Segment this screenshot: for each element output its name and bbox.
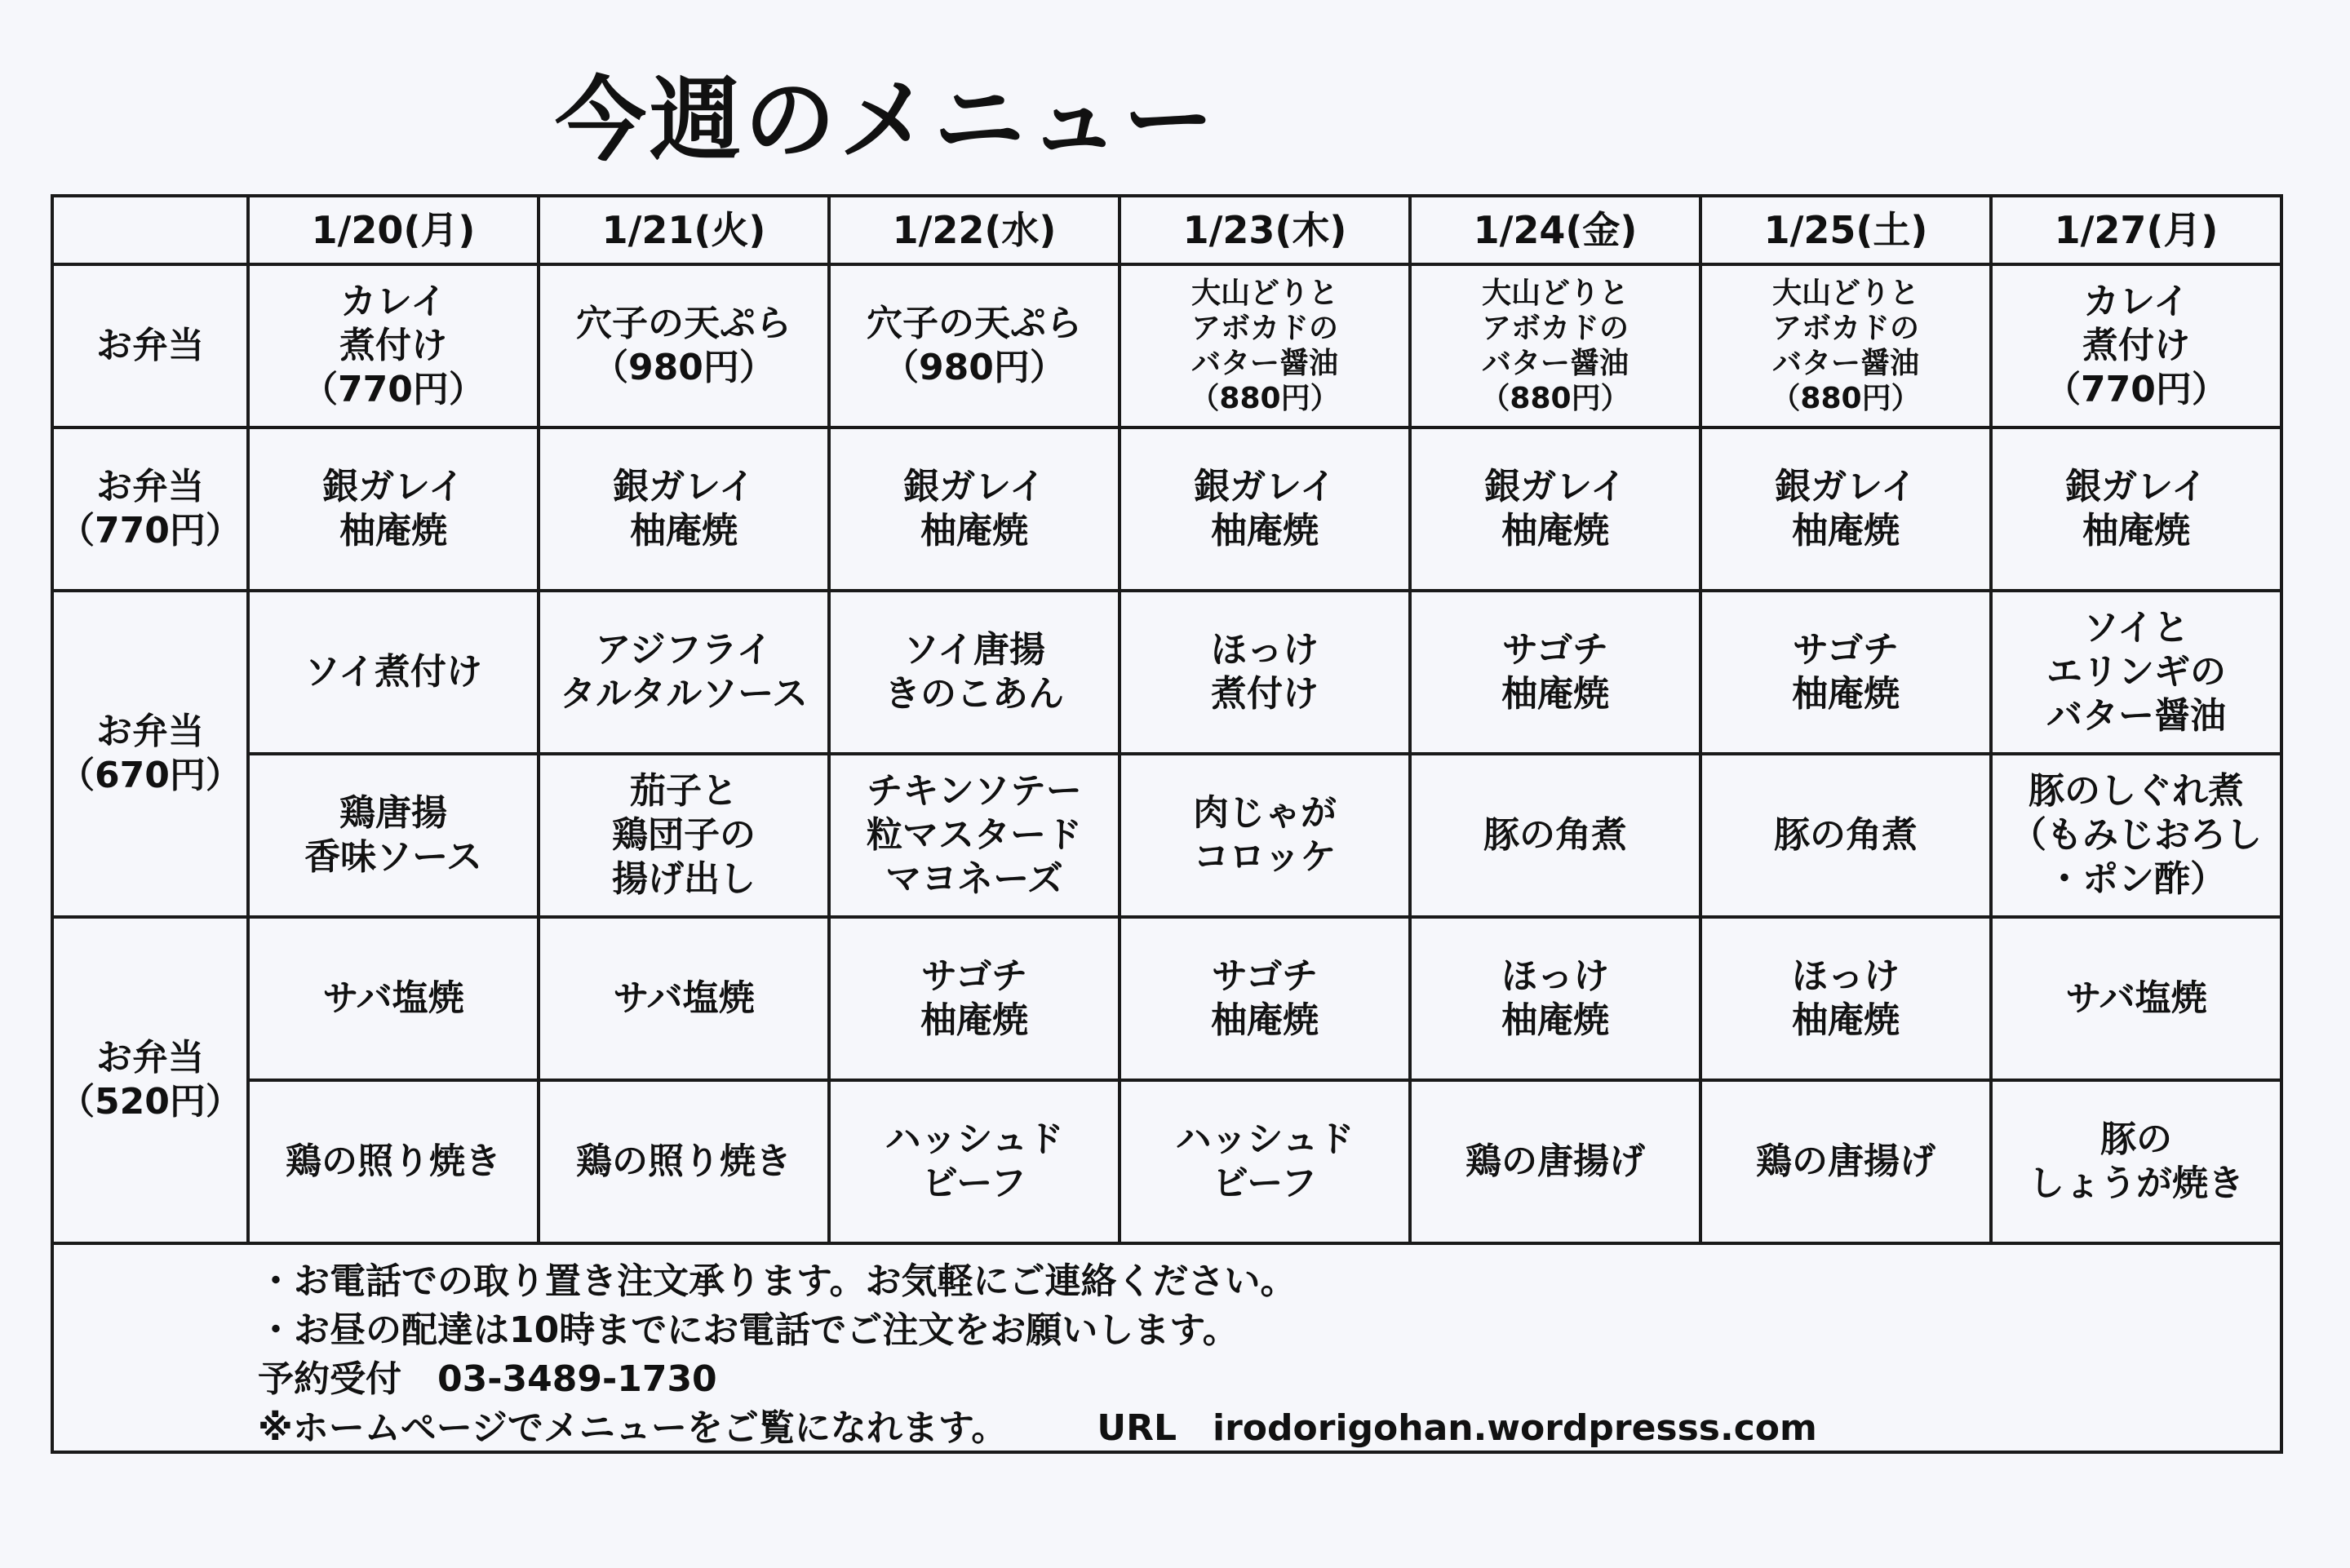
menu-cell — [1410, 264, 1700, 427]
menu-cell — [1700, 591, 1991, 754]
menu-item-price: （980円） — [592, 347, 775, 388]
menu-row — [52, 754, 2281, 917]
menu-row — [52, 427, 2281, 591]
date-header: 1/27(月) — [1991, 196, 2281, 264]
menu-item-line: 柚庵焼 — [1501, 510, 1609, 551]
menu-cell — [1700, 1080, 1991, 1243]
menu-item-line: 豚のしぐれ煮 — [2029, 770, 2244, 813]
note-phone-order: ・お電話での取り置き注文承ります。お気軽にご連絡ください。 — [258, 1260, 1297, 1302]
menu-item-line: 豚の角煮 — [1483, 814, 1627, 857]
menu-item-line: アジフライ — [595, 629, 773, 671]
note-delivery: ・お昼の配達は10時までにお電話でご注文をお願いします。 — [258, 1309, 1239, 1351]
page-title: 今週のメニュー — [555, 68, 1217, 174]
date-header-row — [52, 196, 2281, 264]
menu-item-line: 煮付け — [339, 325, 447, 367]
menu-cell — [1410, 917, 1700, 1080]
menu-item-price: （880円） — [1771, 382, 1921, 416]
row-label-text: お弁当 — [96, 325, 204, 367]
menu-cell — [1120, 427, 1410, 591]
menu-item-line: アボカドの — [1481, 311, 1629, 345]
menu-cell — [248, 754, 539, 917]
menu-item-line: 香味ソース — [304, 836, 482, 878]
menu-item-line: ほっけ — [1211, 629, 1319, 671]
menu-item-line: ハッシュド — [885, 1118, 1064, 1161]
menu-cell — [1120, 754, 1410, 917]
date-header: 1/20(月) — [248, 196, 539, 264]
menu-cell — [829, 427, 1120, 591]
menu-item-line: バター醤油 — [1191, 347, 1338, 380]
note-homepage-text: ※ホームページでメニューをご覧になれます。 — [258, 1407, 1008, 1449]
menu-item-line: ソイと — [2083, 607, 2189, 649]
menu-item-price: （770円） — [302, 368, 485, 410]
menu-cell — [248, 1080, 539, 1243]
menu-cell — [1700, 264, 1991, 427]
date-header: 1/23(木) — [1120, 196, 1410, 264]
menu-item-line: ハッシュド — [1175, 1118, 1355, 1161]
menu-item-line: 大山どりと — [1771, 276, 1919, 310]
menu-item-line: カレイ — [340, 281, 446, 323]
date-header: 1/21(火) — [539, 196, 829, 264]
menu-item-line: ほっけ — [1792, 955, 1900, 998]
menu-item-line: 銀ガレイ — [1775, 466, 1917, 508]
menu-cell — [248, 591, 539, 754]
menu-cell — [1120, 591, 1410, 754]
menu-cell — [1410, 427, 1700, 591]
note-homepage — [258, 1398, 1817, 1451]
menu-item-line: 柚庵焼 — [1211, 999, 1319, 1041]
row-label-text: お弁当 — [96, 466, 204, 508]
corner-cell — [52, 196, 248, 264]
menu-item-line: ほっけ — [1501, 955, 1609, 998]
date-header: 1/25(土) — [1700, 196, 1991, 264]
menu-item-line: サゴチ — [1211, 955, 1319, 998]
menu-item-line: 豚の角煮 — [1774, 814, 1918, 857]
menu-item-line: 柚庵焼 — [1792, 510, 1900, 551]
menu-item-line: ソイ唐揚 — [903, 629, 1045, 671]
menu-cell — [1991, 1080, 2281, 1243]
menu-item-line: 鶏の唐揚げ — [1756, 1141, 1935, 1183]
menu-item-line: タルタルソース — [559, 673, 809, 715]
menu-item-line: バター醤油 — [1481, 347, 1629, 380]
menu-cell — [829, 754, 1120, 917]
menu-item-line: バター醤油 — [1771, 347, 1919, 380]
menu-item-line: ビーフ — [1212, 1163, 1318, 1204]
menu-cell — [1120, 264, 1410, 427]
menu-item-price: （880円） — [1190, 382, 1340, 416]
menu-item-line: ・ポン酢） — [2046, 857, 2226, 900]
menu-item-line: アボカドの — [1191, 311, 1338, 345]
row-label — [52, 591, 248, 917]
menu-item-line: サバ塩焼 — [2065, 977, 2207, 1020]
menu-item-line: 豚の — [2100, 1118, 2172, 1161]
menu-item-line: 大山どりと — [1191, 276, 1338, 310]
menu-item-line: 煮付け — [2082, 325, 2190, 367]
menu-item-line: 柚庵焼 — [2082, 510, 2190, 551]
menu-item-line: 鶏の照り焼き — [286, 1141, 501, 1183]
menu-item-line: 鶏唐揚 — [339, 792, 447, 835]
menu-item-line: 柚庵焼 — [339, 510, 447, 551]
menu-item-line: 柚庵焼 — [1211, 510, 1319, 551]
menu-cell — [539, 427, 829, 591]
menu-cell — [1410, 591, 1700, 754]
menu-cell — [1991, 427, 2281, 591]
menu-item-price: （770円） — [2045, 368, 2228, 410]
menu-item-line: ビーフ — [921, 1163, 1027, 1204]
menu-item-price: （980円） — [883, 347, 1066, 388]
menu-cell — [1991, 754, 2281, 917]
menu-item-line: 柚庵焼 — [1501, 999, 1609, 1041]
menu-item-line: 鶏の唐揚げ — [1465, 1141, 1645, 1183]
menu-cell — [1700, 754, 1991, 917]
date-header: 1/24(金) — [1410, 196, 1700, 264]
menu-cell — [539, 1080, 829, 1243]
row-label-text: お弁当 — [96, 1037, 204, 1079]
note-reservation-phone: 予約受付 03-3489-1730 — [258, 1358, 717, 1400]
menu-item-line: サバ塩焼 — [613, 977, 755, 1020]
menu-item-line: 鶏の照り焼き — [576, 1141, 791, 1183]
menu-cell — [248, 427, 539, 591]
menu-item-line: 柚庵焼 — [920, 510, 1028, 551]
menu-item-line: 柚庵焼 — [1792, 999, 1900, 1041]
menu-item-line: 穴子の天ぷら — [576, 303, 791, 345]
menu-item-line: サゴチ — [1501, 629, 1609, 671]
date-header: 1/22(水) — [829, 196, 1120, 264]
menu-cell — [1991, 917, 2281, 1080]
menu-row — [52, 264, 2281, 427]
menu-cell — [539, 754, 829, 917]
menu-item-line: 大山どりと — [1481, 276, 1629, 310]
menu-cell — [829, 264, 1120, 427]
menu-item-line: 粒マスタード — [867, 814, 1082, 857]
row-label-price: （520円） — [59, 1081, 242, 1123]
menu-item-line: サゴチ — [1792, 629, 1900, 671]
menu-cell — [539, 264, 829, 427]
menu-item-line: ソイ煮付け — [304, 651, 482, 693]
row-label — [52, 264, 248, 427]
menu-item-line: 銀ガレイ — [613, 466, 755, 508]
website-url: URL irodorigohan.wordpresss.com — [1097, 1407, 1817, 1449]
menu-item-price: （880円） — [1480, 382, 1630, 416]
menu-cell — [829, 591, 1120, 754]
menu-item-line: カレイ — [2083, 281, 2189, 323]
menu-item-line: 銀ガレイ — [903, 466, 1045, 508]
menu-item-line: アボカドの — [1771, 311, 1919, 345]
menu-cell — [1410, 754, 1700, 917]
row-label-price: （770円） — [59, 510, 242, 551]
menu-item-line: 柚庵焼 — [630, 510, 738, 551]
menu-item-line: 煮付け — [1211, 673, 1319, 715]
menu-item-line: バター醤油 — [2046, 694, 2226, 737]
menu-cell — [1991, 591, 2281, 754]
menu-item-line: 銀ガレイ — [2065, 466, 2207, 508]
weekly-menu-table — [51, 194, 2283, 1245]
menu-item-line: しょうが焼き — [2029, 1163, 2244, 1204]
row-label — [52, 917, 248, 1243]
notes-box — [51, 1240, 2283, 1454]
menu-cell — [1700, 427, 1991, 591]
menu-cell — [539, 591, 829, 754]
menu-item-line: 銀ガレイ — [1484, 466, 1626, 508]
menu-cell — [1991, 264, 2281, 427]
menu-item-line: 柚庵焼 — [1501, 673, 1609, 715]
menu-cell — [539, 917, 829, 1080]
menu-item-line: サバ塩焼 — [322, 977, 464, 1020]
menu-cell — [1410, 1080, 1700, 1243]
menu-cell — [1700, 917, 1991, 1080]
row-label-price: （670円） — [59, 755, 242, 796]
menu-item-line: 茄子と — [630, 770, 738, 813]
menu-cell — [829, 1080, 1120, 1243]
menu-item-line: 銀ガレイ — [1194, 466, 1336, 508]
menu-row — [52, 917, 2281, 1080]
menu-item-line: 銀ガレイ — [322, 466, 464, 508]
menu-item-line: 柚庵焼 — [920, 999, 1028, 1041]
menu-cell — [248, 264, 539, 427]
menu-item-line: 鶏団子の — [612, 814, 756, 857]
menu-item-line: マヨネーズ — [885, 857, 1063, 900]
row-label-text: お弁当 — [96, 711, 204, 753]
menu-cell — [829, 917, 1120, 1080]
menu-cell — [1120, 1080, 1410, 1243]
menu-item-line: 揚げ出し — [612, 857, 756, 900]
menu-item-line: きのこあん — [885, 673, 1064, 715]
menu-item-line: サゴチ — [920, 955, 1028, 998]
menu-item-line: コロッケ — [1193, 836, 1337, 878]
menu-cell — [1120, 917, 1410, 1080]
menu-row — [52, 1080, 2281, 1243]
menu-item-line: 穴子の天ぷら — [867, 303, 1082, 345]
menu-item-line: 肉じゃが — [1193, 792, 1337, 835]
menu-item-line: （もみじおろし — [2011, 814, 2262, 857]
row-label — [52, 427, 248, 591]
menu-cell — [248, 917, 539, 1080]
menu-row — [52, 591, 2281, 754]
menu-item-line: 柚庵焼 — [1792, 673, 1900, 715]
menu-item-line: チキンソテー — [867, 770, 1082, 813]
menu-item-line: エリンギの — [2046, 651, 2226, 693]
